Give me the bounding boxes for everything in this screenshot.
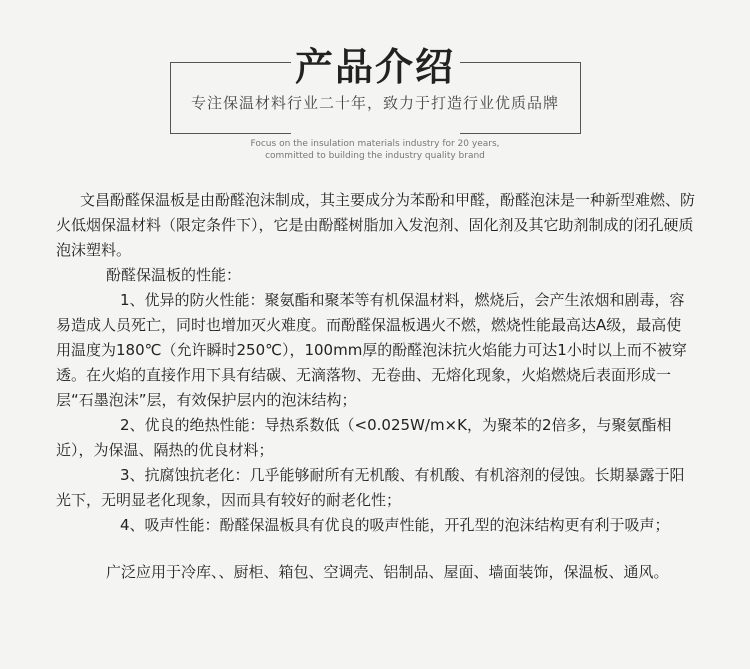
page-subtitle: 专注保温材料行业二十年，致力于打造行业优质品牌 (190, 94, 559, 112)
application-paragraph: 广泛应用于冷库、、厨柜、箱包、空调壳、铝制品、屋面、墙面装饰，保温板、通风。 (106, 563, 669, 581)
product-description (56, 188, 696, 585)
section-header (0, 0, 750, 170)
performance-heading: 酚醛保温板的性能： (106, 266, 242, 284)
performance-item-fire: 1、优异的防火性能：聚氨酯和聚苯等有机保温材料，燃烧后，会产生浓烟和剧毒，容易造成人员死亡，同时也增加灭火难度。而酚醛保温板遇火不燃，燃烧性能最高达A级，最高使用温度为180℃（允许瞬时250℃），100mm厚的酚醛泡沫抗火焰能力可达1小时以上而不被穿透。在火焰的直接作用下具有结碳、无滴落物、无卷曲、无熔化现象，火焰燃烧后表面形成一层“石墨泡沫”层，有效保护层内的泡沫结构； (56, 291, 687, 409)
performance-item-corrosion: 3、抗腐蚀抗老化：几乎能够耐所有无机酸、有机酸、有机溶剂的侵蚀。长期暴露于阳光下，无明显老化现象，因而具有较好的耐老化性； (56, 466, 685, 509)
performance-item-insulation: 2、优良的绝热性能：导热系数低（<0.025W/m×K，为聚苯的2倍多，与聚氨酯相近），为保温、隔热的优良材料； (56, 416, 672, 459)
english-tagline-line1: Focus on the insulation materials industry for 20 years, (250, 139, 500, 149)
page-title: 产品介绍 (294, 44, 455, 89)
performance-item-acoustic: 4、吸声性能：酚醛保温板具有优良的吸声性能，开孔型的泡沫结构更有利于吸声； (120, 516, 670, 534)
intro-paragraph: 文昌酚醛保温板是由酚醛泡沫制成，其主要成分为苯酚和甲醛，酚醛泡沫是一种新型难燃、防火低烟保温材料（限定条件下），它是由酚醛树脂加入发泡剂、固化剂及其它助剂制成的闭孔硬质泡沫塑料。 (56, 191, 696, 259)
english-tagline-line2: committed to building the industry quality brand (265, 151, 485, 161)
english-tagline (0, 138, 750, 162)
